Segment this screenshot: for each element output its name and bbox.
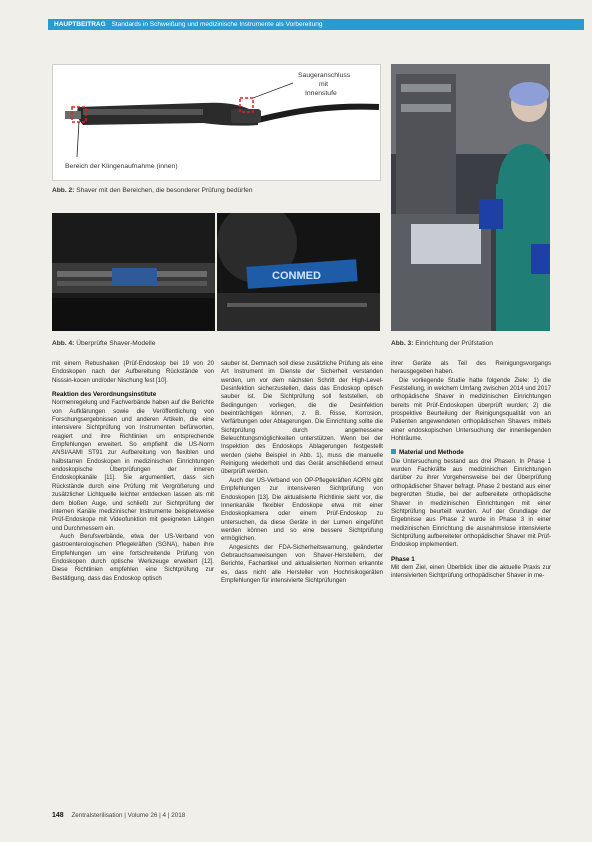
col1-paragraph-1: mit einem Rebushaken (Prüf-Endoskop bei 19 von 20 Endoskopen nach der Aufbereitung Rückstände von Nisssin-kocen und/oder Nischung fest [10]. [52,360,214,384]
figure-3-caption-label: Abb. 3: [391,340,414,347]
col1-paragraph-3: Auch Berufsverbände, etwa der US-Verband von gastroenterologischen Pflegekräften (SGNA), haben ihre Empfehlungen um eine fortschreitende Prüfung von Endoskopen durch optische Werkzeuge erweitert [12]. Diese Richtlinien empfehlen eine Sichtprüfung zur Bestätigung, dass das Endoskop optisch [52,532,214,582]
figure-4-caption [52,339,155,348]
section-bullet-icon [391,449,396,454]
figure-2-caption [52,186,253,195]
figure-4-caption-text: Überprüfte Shaver-Modelle [76,340,156,347]
col3-heading-phase1: Phase 1 [391,555,415,563]
col2-paragraph-2: Auch der US-Verband von OP-Pflegekräften AORN gibt Empfehlungen zur intensiveren Sichtprüfung von Endoskopen [13]. Die aktualisierte Richtlinie sieht vor, die Innenkanäle flexibler Endoskope etwa mit einer Endoskopkamera oder einem Prüf-Endoskop zu untersuchen, da diese Geräte in der Lumen eingeführt werden können und so eine bessere Sichtprüfung ermöglichen. [221,476,383,543]
figure-3-caption-text: Einrichtung der Prüfstation [415,340,493,347]
header-topic: Standards in Schweißung und medizinische Instrumente als Vorbereitung [111,21,323,28]
figure-2-shaver-diagram [52,64,381,181]
text-column-1 [52,360,214,804]
col2-paragraph-1: sauber ist. Demnach soll diese zusätzliche Prüfung als eine Art Instrument im Dienste der Sicherheit verstanden werden, um vor dem nächsten Schritt der High-Level-Desinfektion sicherzustellen, dass das Endoskop optisch sauber ist. Die Sichtprüfung soll feststellen, ob Bedingungen vorliegen, die die Desinfektion beeinträchtigen können, z. B. Risse, Korrosion, Verfärbungen oder Ablagerungen. Die Einrichtung sollte die Sichtprüfung durch angemessene Beleuchtungsmöglichkeiten unterstützen. Wenn bei der Inspektion des Endoskops Ablagerungen festgestellt werden (siehe Beispiel in Abb. 1), muss die manuelle Reinigung wiederholt und das Gerät anschließend erneut überprüft werden. [221,360,383,476]
col2-paragraph-3: Angesichts der FDA-Sicherheitswarnung, geänderter Gebrauchsanweisungen von Shaver-Herstellern, der Berichte, Fachartikel und aktualisierten Normen erkannte es, dass nicht alle Hersteller von Hochrisikogeräten Empfehlungen für intensivierte Sichtprüfungen [221,543,383,584]
brand-label: CONMED [272,270,321,282]
col3-heading-methods: Material und Methode [391,449,551,457]
col3-paragraph-2: Die vorliegende Studie hatte folgende Ziele: 1) die Feststellung, in welchem Umfang zwischen 2014 und 2017 orthopädische Shaver in medizinischen Einrichtungen bereits mit Prüf-Endoskopen überprüft wurden; 2) die prospektive Beurteilung der Reinigungsqualität von an Patienten angewendeten orthopädischen Shavers mittels einer endoskopischen Untersuchung der innenliegenden Hohlräume. [391,376,551,443]
col3-paragraph-4: Mit dem Ziel, einen Überblick über die aktuelle Praxis zur intensivierten Sichtprüfung orthopädischer Shaver in me- [391,563,551,580]
page-number: 148 [52,812,64,819]
text-column-3 [391,360,551,804]
figure-4-photo-right [217,213,380,331]
figure-2-caption-label: Abb. 2: [52,187,75,194]
callout-blade-area: Bereich der Klingenaufnahme (innen) [65,163,178,170]
running-header [48,19,584,30]
figure-4-photo-left [52,213,215,331]
page-footer [52,812,185,819]
col3-paragraph-1: ihrer Geräte als Teil des Reinigungsvorgangs herausgegeben haben. [391,360,551,376]
figure-3-photo [391,64,550,331]
header-section: HAUPTBEITRAG [54,21,106,28]
figure-2-caption-text: Shaver mit den Bereichen, die besonderer Prüfung bedürfen [76,187,253,194]
callout-suction-port-2: mit [319,81,329,88]
callout-suction-port: Saugeranschluss [298,72,351,79]
journal-citation: Zentralsterilisation | Volume 26 | 4 | 2018 [71,812,186,819]
callout-suction-port-3: Innenstufe [305,90,337,97]
text-column-2 [221,360,383,804]
figure-3-caption [391,339,493,348]
col3-paragraph-3: Die Untersuchung bestand aus drei Phasen. In Phase 1 wurden Fachkräfte aus medizinischen Einrichtungen darüber zu ihrer Vorgehensweise bei der Überprüfung orthopädischer Shaver befragt. Phase 2 bestand aus einer begrenzten Studie, bei der aufbereitete orthopädische Shaver in medizinischen Einrichtungen mit einer Sichtprüfung beurteilt wurden. Auf der Grundlage der Ergebnisse aus Phase 2 wurde in Phase 3 in einer medizinischen Einrichtung die ausnahmslose intensivierte Sichtprüfung aufbereiteter orthopädischer Shaver mit Prüf-Endoskop implementiert. [391,457,551,549]
shaver-illustration [53,65,380,180]
figure-4-caption-label: Abb. 4: [52,340,75,347]
col1-paragraph-2: Normenregelung und Fachverbände haben auf die Berichte von Aufklärungen sowie die Veröffentlichung von Forschungsergebnissen und anderen Artikeln, die eine intensivere Sichtprüfung von Instrumenten befürworten, reagiert und ihre Richtlinien um entsprechende Empfehlungen erweitert. So empfiehlt die US-Norm ANSI/AAMI ST91 zur Aufbereitung von flexiblen und halbstarren Endoskopen in medizinischen Einrichtungen endoskopische Überprüfungen der inneren Endoskopkanäle [11]. Sie argumentiert, dass sich Rückstände durch eine Prüfung mit Vergrößerung und zusätzlicher Lichtquelle leichter entdecken lassen als mit dem bloßen Auge, und schließt zur Sichtprüfung der internen Kanäle medizinischer Instrumente beispielsweise Prüf-Endoskope mit Videofunktion mit geeigneten Längen und Durchmessern ein. [52,399,214,532]
col1-heading: Reaktion des Verordnungsinstitute [52,391,157,399]
